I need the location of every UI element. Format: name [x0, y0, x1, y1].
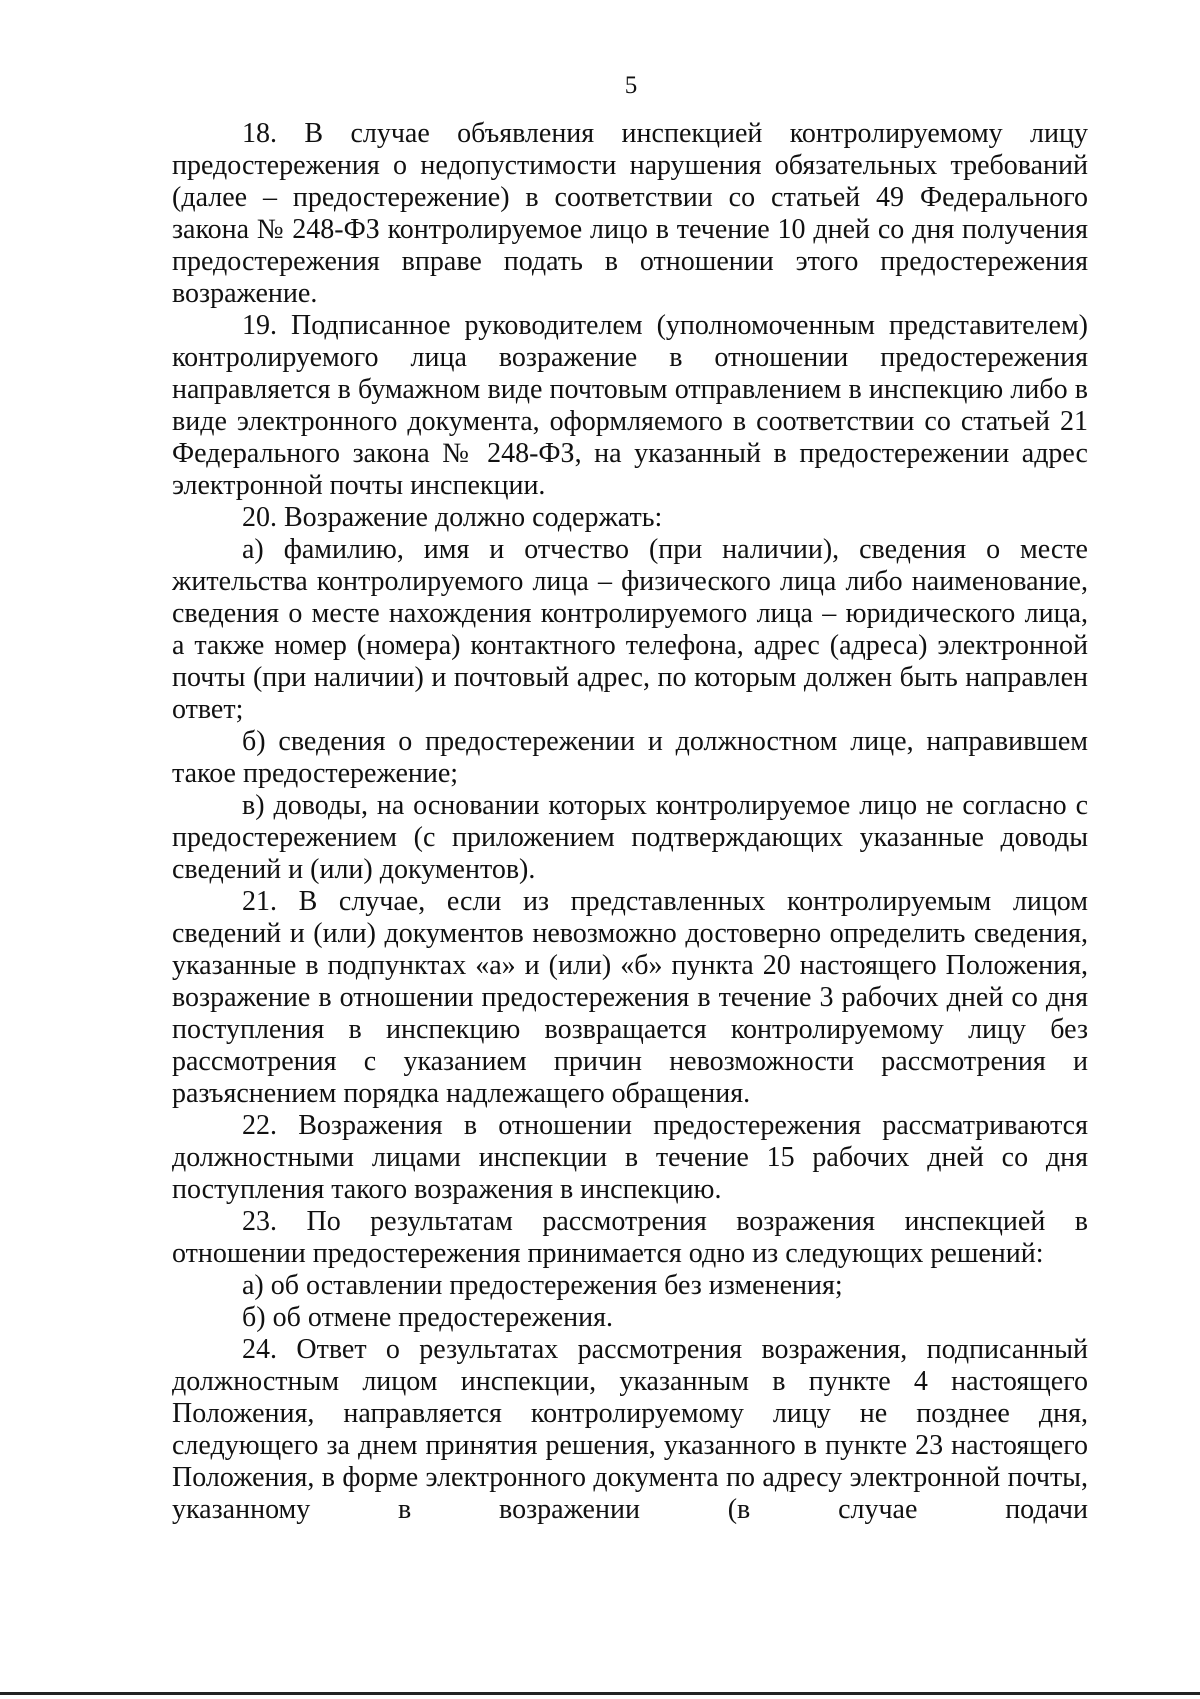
paragraph-22: 22. Возражения в отношении предостережения рассматриваются должностными лицами инспекции в течение 15 рабочих дней со дня поступления такого возражения в инспекцию.	[172, 1110, 1088, 1205]
paragraph-20-item-a: а) фамилию, имя и отчество (при наличии), сведения о месте жительства контролируемого лица – физического лица либо наименование, сведения о месте нахождения контролируемого лица – юридического лица, а также номер (номера) контактного телефона, адрес (адреса) электронной почты (при наличии) и почтовый адрес, по которым должен быть направлен ответ;	[172, 534, 1088, 725]
page-number: 5	[624, 72, 638, 99]
paragraph-20-item-v: в) доводы, на основании которых контролируемое лицо не согласно с предостережением (с приложением подтверждающих указанные доводы сведений и (или) документов).	[172, 790, 1088, 885]
paragraph-18: 18. В случае объявления инспекцией контролируемому лицу предостережения о недопустимости нарушения обязательных требований (далее – предостережение) в соответствии со статьей 49 Федерального закона № 248-ФЗ контролируемое лицо в течение 10 дней со дня получения предостережения вправе подать в отношении этого предостережения возражение.	[172, 118, 1088, 309]
paragraph-24: 24. Ответ о результатах рассмотрения возражения, подписанный должностным лицом инспекции, указанным в пункте 4 настоящего Положения, направляется контролируемому лицу не позднее дня, следующего за днем принятия решения, указанного в пункте 23 настоящего Положения, в форме электронного документа по адресу электронной почты, указанному в возражении (в случае подачи	[172, 1334, 1088, 1525]
paragraph-23-item-b: б) об отмене предостережения.	[242, 1302, 613, 1333]
paragraph-23: 23. По результатам рассмотрения возражения инспекцией в отношении предостережения принимается одно из следующих решений:	[172, 1206, 1088, 1269]
paragraph-20-item-b: б) сведения о предостережении и должностном лице, направившем такое предостережение;	[172, 726, 1088, 789]
paragraph-21: 21. В случае, если из представленных контролируемым лицом сведений и (или) документов невозможно достоверно определить сведения, указанные в подпунктах «а» и (или) «б» пункта 20 настоящего Положения, возражение в отношении предостережения в течение 3 рабочих дней со дня поступления в инспекцию возвращается контролируемому лицу без рассмотрения с указанием причин невозможности рассмотрения и разъяснением порядка надлежащего обращения.	[172, 886, 1088, 1109]
bottom-scan-edge	[0, 1692, 1200, 1695]
paragraph-19: 19. Подписанное руководителем (уполномоченным представителем) контролируемого лица возражение в отношении предостережения направляется в бумажном виде почтовым отправлением в инспекцию либо в виде электронного документа, оформляемого в соответствии со статьей 21 Федерального закона № 248-ФЗ, на указанный в предостережении адрес электронной почты инспекции.	[172, 310, 1088, 501]
paragraph-23-item-a: а) об оставлении предостережения без изменения;	[242, 1270, 843, 1301]
paragraph-20: 20. Возражение должно содержать:	[242, 502, 663, 533]
document-body	[172, 118, 1088, 1526]
